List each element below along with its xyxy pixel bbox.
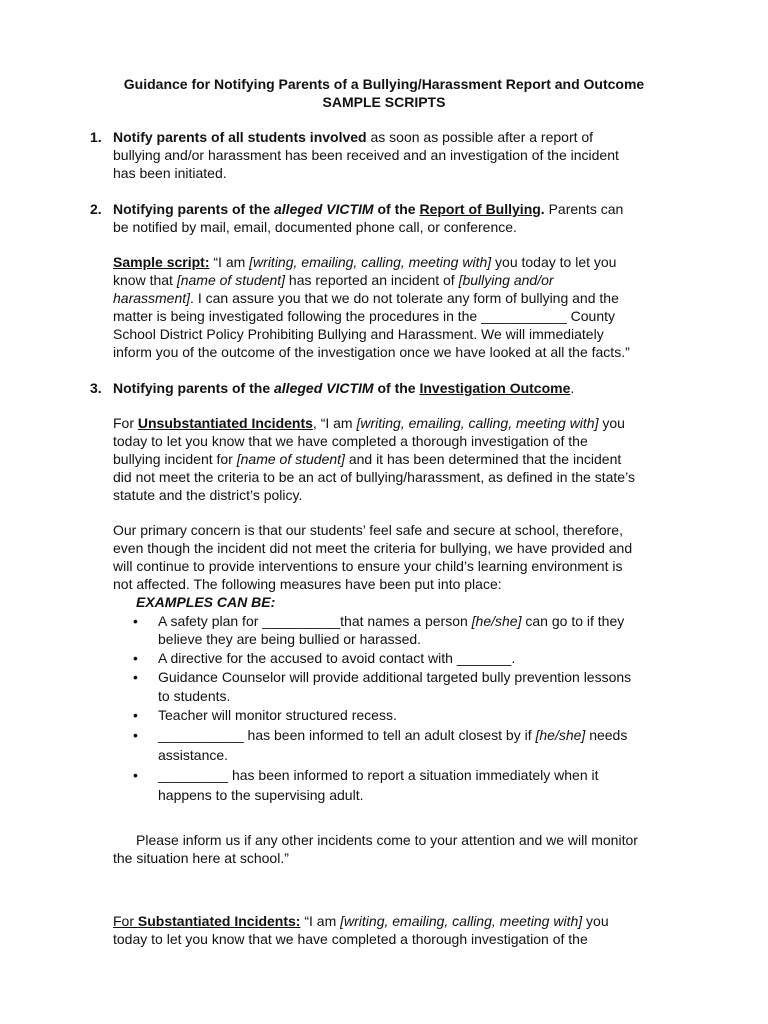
concern-line-4: not affected. The following measures have been put into place: xyxy=(113,576,502,592)
example-4: Teacher will monitor structured recess. xyxy=(158,707,397,723)
sample-script-line-1 xyxy=(113,253,616,271)
unsubstantiated-text: bullying incident for xyxy=(113,451,237,467)
item-1-line-1 xyxy=(113,128,593,146)
sample-script-placeholder: [bullying and/or xyxy=(458,272,554,288)
concern-line-3: will continue to provide interventions to ensure your child’s learning environment is xyxy=(113,558,623,574)
item-3-number: 3. xyxy=(90,380,102,396)
unsubstantiated-line-4: did not meet the criteria to be an act of bullying/harassment, as defined in the state’s xyxy=(113,469,635,485)
unsubstantiated-text: For xyxy=(113,415,138,431)
sample-script-line-4: matter is being investigated following the procedures in the ___________ County xyxy=(113,308,615,324)
example-placeholder: [he/she] xyxy=(535,727,586,743)
closing-line-1: Please inform us if any other incidents come to your attention and we will monitor xyxy=(136,832,638,848)
substantiated-text: For xyxy=(113,913,138,929)
example-text: needs xyxy=(585,727,628,743)
unsubstantiated-text: , “I am xyxy=(312,415,357,431)
item-2-lead: Notifying parents of the xyxy=(113,201,274,217)
document-subtitle: SAMPLE SCRIPTS xyxy=(322,94,446,110)
item-3-lead-of: of the xyxy=(373,380,420,396)
item-2-lead-of: of the xyxy=(373,201,420,217)
sample-script-text: has reported an incident of xyxy=(285,272,459,288)
unsubstantiated-line-2: today to let you know that we have completed a thorough investigation of the xyxy=(113,433,588,449)
example-3-line-1: Guidance Counselor will provide additional targeted bully prevention lessons xyxy=(158,669,632,685)
example-1-line-1 xyxy=(158,612,624,630)
sample-script-text: know that xyxy=(113,272,177,288)
sample-script-label: Sample script: xyxy=(113,254,210,270)
item-2-lead-italic: alleged VICTIM xyxy=(274,201,374,217)
bullet-icon: • xyxy=(133,669,138,685)
unsubstantiated-line-5: statute and the district’s policy. xyxy=(113,487,303,503)
concern-line-1: Our primary concern is that our students’ feel safe and secure at school, therefore, xyxy=(113,522,623,538)
item-1-line-2: bullying and/or harassment has been received and an investigation of the incident xyxy=(113,147,619,163)
unsubstantiated-placeholder: [writing, emailing, calling, meeting with] xyxy=(356,415,599,431)
example-text: ___________ has been informed to tell an adult closest by if xyxy=(158,727,536,743)
substantiated-text: you xyxy=(582,913,609,929)
item-1-text: as soon as possible after a report of xyxy=(366,129,594,145)
substantiated-line-1 xyxy=(113,912,609,930)
item-1-line-3: has been initiated. xyxy=(113,165,227,181)
unsubstantiated-text: and it has been determined that the incident xyxy=(344,451,622,467)
sample-script-text: . I can assure you that we do not tolerate any form of bullying and the xyxy=(190,290,619,306)
substantiated-label: Substantiated Incidents: xyxy=(137,913,301,929)
item-1-lead: Notify parents of all students involved xyxy=(113,129,367,145)
item-3-line-1 xyxy=(113,379,574,397)
item-2-lead-period: . xyxy=(540,201,545,217)
example-3-line-2: to students. xyxy=(158,688,231,704)
bullet-icon: • xyxy=(133,650,138,666)
sample-script-placeholder: [name of student] xyxy=(176,272,286,288)
item-3-lead-italic: alleged VICTIM xyxy=(274,380,374,396)
unsubstantiated-line-3 xyxy=(113,450,621,468)
item-1-number: 1. xyxy=(90,129,102,145)
example-6-line-1: _________ has been informed to report a situation immediately when it xyxy=(158,767,599,783)
bullet-icon: • xyxy=(133,613,138,629)
substantiated-placeholder: [writing, emailing, calling, meeting with] xyxy=(340,913,583,929)
example-5-line-2: assistance. xyxy=(158,747,229,763)
unsubstantiated-line-1 xyxy=(113,414,625,432)
item-2-line-2: be notified by mail, email, documented phone call, or conference. xyxy=(113,219,517,235)
sample-script-line-6: inform you of the outcome of the investigation once we have looked at all the facts.” xyxy=(113,344,630,360)
bullet-icon: • xyxy=(133,727,138,743)
example-2: A directive for the accused to avoid contact with _______. xyxy=(158,650,516,666)
item-2-number: 2. xyxy=(90,201,102,217)
unsubstantiated-label: Unsubstantiated Incidents xyxy=(137,415,313,431)
example-5-line-1 xyxy=(158,726,627,744)
substantiated-line-2: today to let you know that we have completed a thorough investigation of the xyxy=(113,931,588,947)
item-3-lead-period: . xyxy=(570,380,575,396)
bullet-icon: • xyxy=(133,767,138,783)
sample-script-placeholder: harassment] xyxy=(113,290,191,306)
unsubstantiated-placeholder: [name of student] xyxy=(236,451,345,467)
sample-script-text: you today to let you xyxy=(491,254,617,270)
concern-line-2: even though the incident did not meet the criteria for bullying, we have provided and xyxy=(113,540,633,556)
document-title: Guidance for Notifying Parents of a Bullying/Harassment Report and Outcome xyxy=(123,76,645,92)
example-6-line-2: happens to the supervising adult. xyxy=(158,787,364,803)
examples-heading: EXAMPLES CAN BE: xyxy=(136,594,276,610)
substantiated-text: “I am xyxy=(300,913,341,929)
sample-script-text: “I am xyxy=(209,254,250,270)
sample-script-line-5: School District Policy Prohibiting Bullying and Harassment. We will immediately xyxy=(113,326,604,342)
item-2-lead-underlined: Report of Bullying xyxy=(419,201,541,217)
example-text: can go to if they xyxy=(521,613,625,629)
unsubstantiated-text: you xyxy=(598,415,625,431)
item-3-lead-underlined: Investigation Outcome xyxy=(419,380,571,396)
example-placeholder: [he/she] xyxy=(471,613,522,629)
example-1-line-2: believe they are being bullied or harassed. xyxy=(158,631,422,647)
item-2-text: Parents can xyxy=(544,201,624,217)
sample-script-placeholder: [writing, emailing, calling, meeting with] xyxy=(249,254,492,270)
closing-line-2: the situation here at school.” xyxy=(113,850,289,866)
example-text: A safety plan for __________that names a person xyxy=(158,613,472,629)
bullet-icon: • xyxy=(133,707,138,723)
item-2-line-1 xyxy=(113,200,623,218)
item-3-lead: Notifying parents of the xyxy=(113,380,274,396)
sample-script-line-2 xyxy=(113,271,554,289)
sample-script-line-3 xyxy=(113,289,619,307)
